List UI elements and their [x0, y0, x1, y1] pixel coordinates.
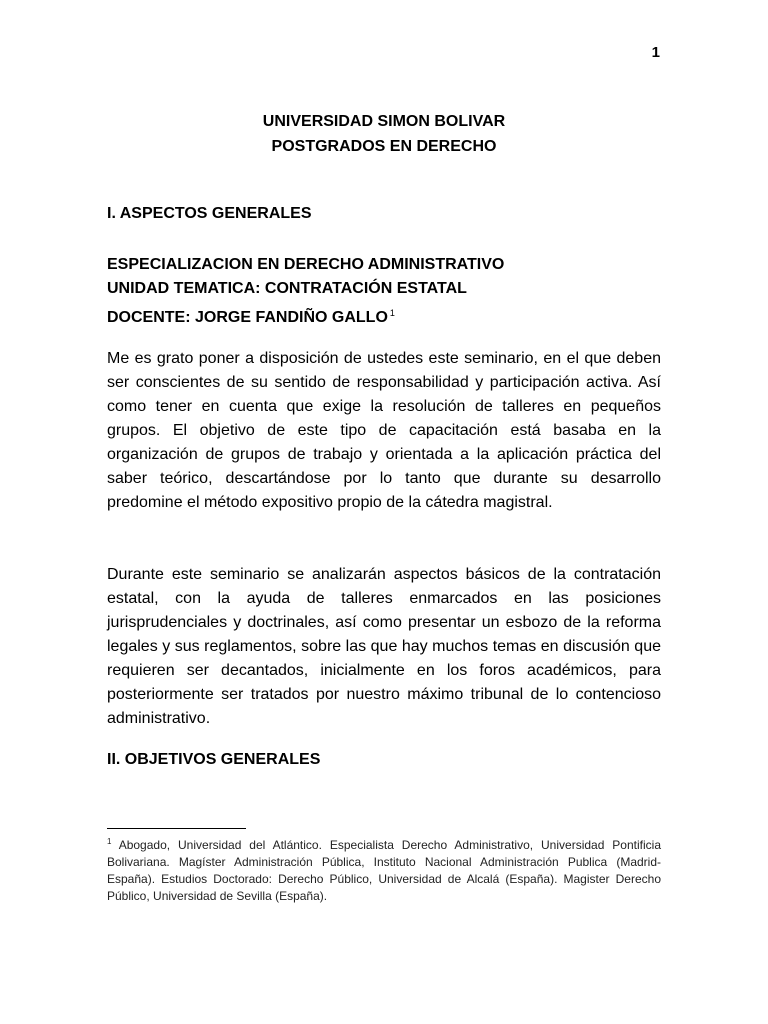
body-paragraph-intro: Me es grato poner a disposición de ustedes este seminario, en el que deben ser conscientes de su sentido de responsabilidad y participación activa. Así como tener en cuenta que exige la resolución de talleres en pequeños grupos. El objetivo de este tipo de capacitación está basaba en la organización de grupos de trabajo y orientada a la aplicación práctica del saber teórico, descartándose por lo tanto que durante su desarrollo predomine el método expositivo propio de la cátedra magistral. — [107, 350, 661, 511]
teacher-line — [107, 301, 504, 330]
footnote-text: Abogado, Universidad del Atlántico. Especialista Derecho Administrativo, Universidad Pontificia Bolivariana. Magíster Administración Pública, Instituto Nacional Administración Publica (Madrid-España). Estudios Doctorado: Derecho Público, Universidad de Alcalá (España). Magister Derecho Público, Universidad de Sevilla (España). — [107, 838, 661, 903]
program-title: POSTGRADOS EN DERECHO — [271, 138, 497, 155]
footnote-separator — [107, 828, 246, 829]
course-info — [107, 253, 504, 330]
teacher-name: DOCENTE: JORGE FANDIÑO GALLO — [107, 309, 388, 326]
specialization-line: ESPECIALIZACION EN DERECHO ADMINISTRATIVO — [107, 256, 505, 273]
document-header — [0, 109, 768, 159]
section-heading-objetivos-generales: II. OBJETIVOS GENERALES — [107, 751, 321, 768]
footnote-marker: 1 — [107, 837, 112, 846]
section-heading-aspectos-generales: I. ASPECTOS GENERALES — [107, 205, 312, 222]
body-paragraph-seminar: Durante este seminario se analizarán aspectos básicos de la contratación estatal, con la ayuda de talleres enmarcados en las posiciones jurisprudenciales y doctrinales, así como presentar un esbozo de la reforma legales y sus reglamentos, sobre las que hay muchos temas en discusión que requieren ser decantados, inicialmente en los foros académicos, para posteriormente ser tratados por nuestro máximo tribunal de lo contencioso administrativo. — [107, 566, 661, 727]
footnote-reference: 1 — [389, 308, 395, 318]
unit-line: UNIDAD TEMATICA: CONTRATACIÓN ESTATAL — [107, 280, 467, 297]
university-title: UNIVERSIDAD SIMON BOLIVAR — [262, 113, 506, 130]
page-number: 1 — [651, 44, 660, 61]
footnote — [107, 833, 661, 905]
